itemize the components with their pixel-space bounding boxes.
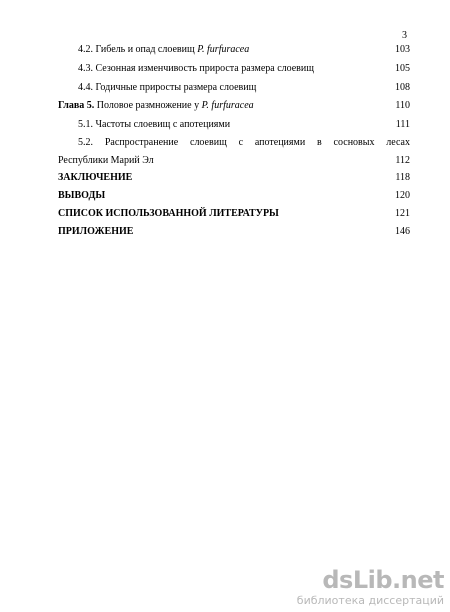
toc-page-number: 103 <box>395 44 410 55</box>
toc-chapter-5 <box>58 100 410 112</box>
page-number: 3 <box>402 30 407 41</box>
toc-conclusion <box>58 172 410 184</box>
toc-page-number: 118 <box>395 172 410 183</box>
toc-entry-4-2 <box>78 44 410 56</box>
species-name: P. furfuracea <box>201 100 254 111</box>
toc-page-number: 121 <box>395 208 410 219</box>
toc-entry-label: ПРИЛОЖЕНИЕ <box>58 226 134 237</box>
watermark-subtitle: библиотека диссертаций <box>296 594 444 607</box>
toc-page-number: 112 <box>395 155 410 166</box>
toc-entry-label: Глава 5. Половое размножение у P. furfuracea <box>58 100 254 111</box>
toc-page-number: 120 <box>395 190 410 201</box>
toc-entry-5-2-line-2 <box>58 155 410 167</box>
toc-page-number: 110 <box>395 100 410 111</box>
toc-entry-label: 4.3. Сезонная изменчивость прироста размера слоевищ <box>78 63 314 74</box>
toc-entry-label: Республики Марий Эл <box>58 155 154 166</box>
toc-appendix <box>58 226 410 238</box>
toc-page-number: 108 <box>395 82 410 93</box>
toc-references <box>58 208 410 220</box>
toc-entry-label: ВЫВОДЫ <box>58 190 106 201</box>
dslib-watermark <box>298 566 448 610</box>
toc-findings <box>58 190 410 202</box>
watermark-logo: dsLib.net <box>322 566 444 594</box>
toc-entry-5-2-line-1: 5.2. Распространение слоевищ с апотециями в сосновых лесах <box>78 137 410 148</box>
toc-entry-5-1 <box>78 119 410 131</box>
toc-entry-4-3 <box>78 63 410 75</box>
toc-entry-label: 4.4. Годичные приросты размера слоевищ <box>78 82 257 93</box>
species-name: P. furfuracea <box>197 44 250 55</box>
toc-entry-label: 5.1. Частоты слоевищ с апотециями <box>78 119 231 130</box>
toc-entry-label: 4.2. Гибель и опад слоевищ P. furfuracea <box>78 44 250 55</box>
toc-entry-label: ЗАКЛЮЧЕНИЕ <box>58 172 133 183</box>
toc-page-number: 105 <box>395 63 410 74</box>
chapter-prefix: Глава 5. <box>58 100 95 111</box>
toc-page-number: 111 <box>395 119 410 130</box>
toc-page-number: 146 <box>395 226 410 237</box>
toc-entry-4-4 <box>78 82 410 94</box>
toc-entry-label: СПИСОК ИСПОЛЬЗОВАННОЙ ЛИТЕРАТУРЫ <box>58 208 279 219</box>
